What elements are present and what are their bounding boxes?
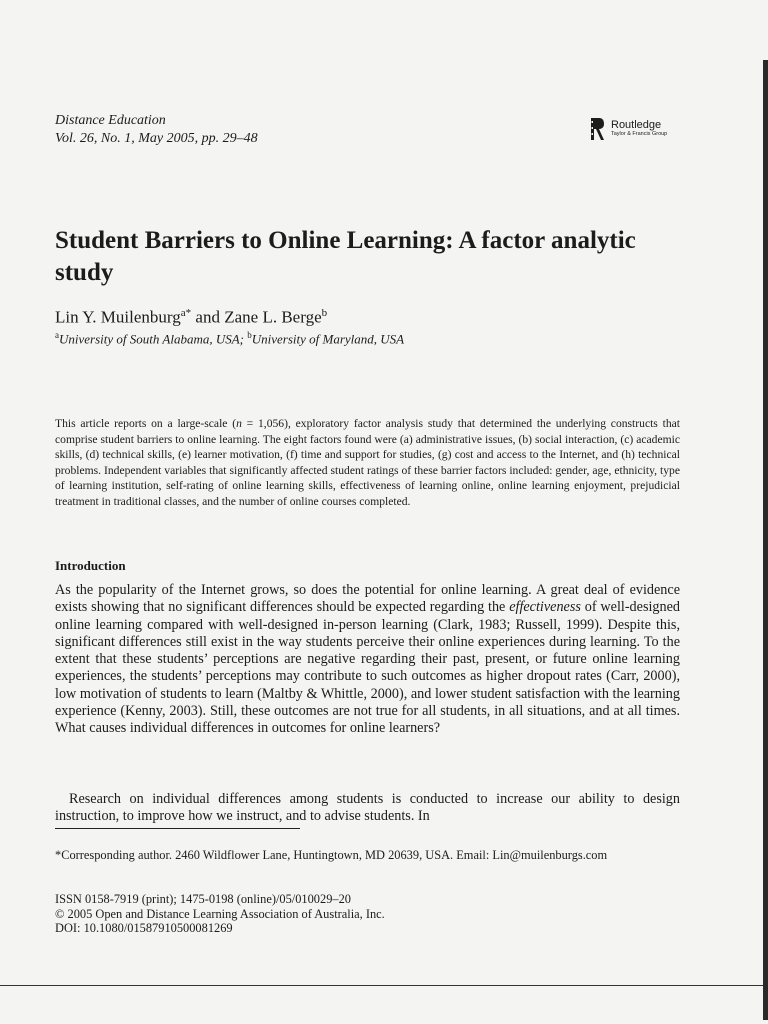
journal-volume: Vol. 26, No. 1, May 2005, pp. 29–48 [55, 131, 258, 146]
affil-a-mark: a [55, 330, 59, 340]
journal-name: Distance Education [55, 113, 166, 128]
article-title: Student Barriers to Online Learning: A factor analytic study [55, 227, 636, 286]
author-2-affil-mark: b [321, 307, 328, 319]
corresponding-author-footnote: *Corresponding author. 2460 Wildflower Lane, Huntingtown, MD 20639, USA. Email: Lin@muilenburgs.com [55, 848, 608, 862]
routledge-r-logo-icon [591, 118, 605, 140]
author-2: Zane L. Berge [224, 307, 322, 327]
page-bottom-rule [0, 985, 768, 986]
copyright: © 2005 Open and Distance Learning Association of Australia, Inc. [55, 906, 385, 921]
doi: DOI: 10.1080/01587910500081269 [55, 921, 233, 936]
intro-paragraph-2: Research on individual differences among students is conducted to increase our ability to design instruction, to improve how we instruct, and to advise students. In [55, 791, 680, 825]
affiliations [55, 330, 404, 347]
affil-a: University of South Alabama, USA; [59, 331, 244, 347]
author-1: Lin Y. Muilenburg [55, 307, 181, 327]
section-heading-introduction: Introduction [55, 558, 126, 573]
abstract: This article reports on a large-scale (n = 1,056), exploratory factor analysis study that determined the underlying constructs that comprise student barriers to online learning. The eight factors found were (a) administrative issues, (b) social interaction, (c) academic skills, (d) technical skills, (e) learner motivation, (f) time and support for studies, (g) cost and access to the Internet, and (h) technical problems. Independent variables that significantly affected student ratings of these barrier factors included: gender, age, ethnicity, type of learning institution, self-rating of online learning skills, effectiveness of learning online, online learning enjoyment, prejudicial treatment in traditional classes, and the number of online courses completed. [55, 417, 680, 508]
author-1-affil-mark: a* [180, 307, 192, 319]
footnote-divider [55, 828, 300, 829]
journal-header [55, 112, 258, 148]
affil-b: University of Maryland, USA [251, 331, 405, 347]
publisher-name: Routledge [611, 119, 662, 131]
emphasis-effectiveness: effectiveness [509, 599, 581, 616]
author-join: and [195, 307, 220, 327]
affil-b-mark: b [247, 330, 252, 340]
issn: ISSN 0158-7919 (print); 1475-0198 (online)/05/010029–20 [55, 892, 351, 906]
publisher-subtitle: Taylor & Francis Group [611, 131, 668, 137]
intro-paragraph-1: As the popularity of the Internet grows, so does the potential for online learning. A great deal of evidence exists showing that no significant differences should be expected regarding the effectiveness of well-designed online learning compared with well-designed in-person learning (Clark, 1983; Russell, 1999). Despite this, significant differences still exist in the way students perceive their online experiences during learning. To the extent that these students’ perceptions are negative regarding their past, present, or future online learning experiences, the students’ perceptions may contribute to such outcomes as higher dropout rates (Carr, 2000), low motivation of students to learn (Maltby & Whittle, 2000), and lower student satisfaction with the learning experience (Kenny, 2003). Still, these outcomes are not true for all students, in all situations, and at all times. What causes individual differences in outcomes for online learners? [55, 582, 680, 737]
scan-edge-shadow [763, 60, 768, 1020]
abstract-n-variable: n [236, 417, 242, 430]
publication-meta [55, 892, 385, 936]
author-line [55, 303, 327, 328]
publisher-logo [591, 118, 691, 142]
